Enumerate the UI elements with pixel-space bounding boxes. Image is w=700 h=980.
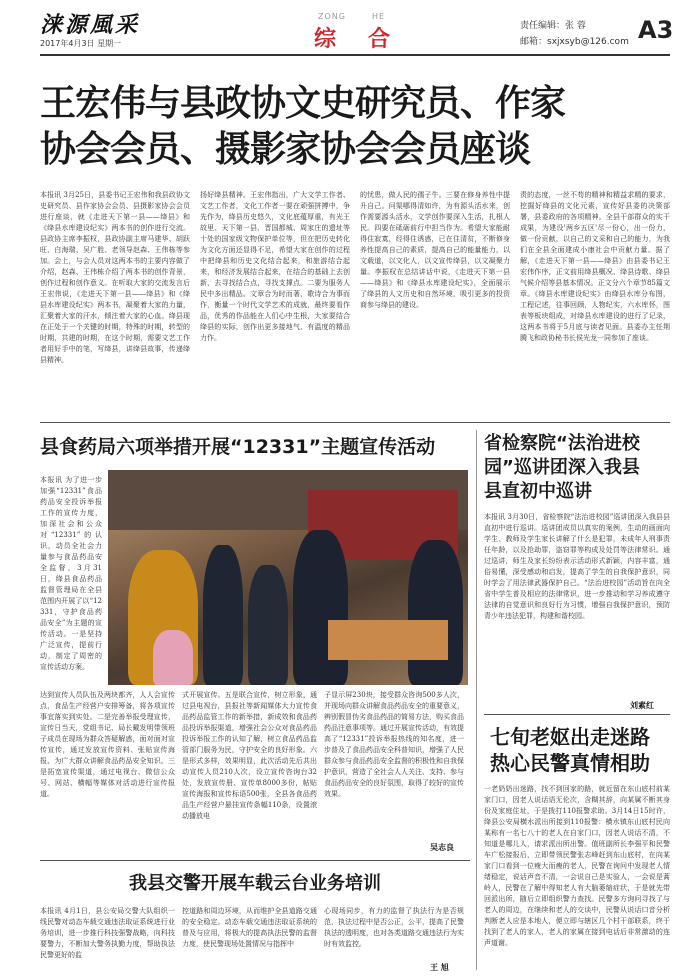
right-divider-2 (484, 714, 670, 715)
section-pinyin-he: HE (372, 12, 386, 21)
lead-headline-line1: 王宏伟与县政协文史研究员、作家 (40, 83, 566, 124)
elderly-body: 一老奶奶出迷路，找不到回家的路，就近留在东山底村前某家门口，因老人说话语无伦次，含糊其辞，向某属不断其身份及家庭住址，于是拨打110报警求助。3月14日15时许，绛县公安局横水派出所接到110报警：横水镇东山底村民向某称有一名七八十的老人在自家门口，因老人说话不清，不知道是哪儿人，请求派出所出警。值班副所长李强平和民警车广松接报后，立即带领民警张志峰赶到东山底村，在向某家门口看到一位瘦大而瘦的老人，民警在询问中发现老人情绪稳定，说话声音不清，一会说自己是实验人，一会说是蒿岭人，民警在了解中得知老人有大脑萎缩症状，于是就先带回派出所，随后立即组织警力查找。民警多方询问寻找了与老人的周边，在继续和老人的交谈中，民警从说话口音分析判断老人应是本地人，便立即与辖区几个村干部联系，终于找到了老人的家人，老人的家属在接到电话后非常激动的连声道谢。 (484, 785, 670, 947)
page-number: A3 (638, 16, 674, 44)
email-label: 邮箱：sxjxsyb@126.com (520, 37, 629, 47)
procuratorate-headline-line3: 县直初中巡讲 (484, 481, 592, 502)
lead-col-4: 责的态度，一丝不苟的精神和精益求精的要求，挖掘好绛县的文化元素，宣传好县委的决策部署，县委政府的各项精神。全县干部群众的实干成果，为建设'两乡五区'尽一份心，出一份力，做一份贡献，以自己的文采和自己的能力，为我们在全县全面建成小康社会中贡献力量。据了解，《走进天下第一县——绛县》由县委书记王宏伟作序，正文前用绛县概况、绛县诗歌、绛县气候介绍等县基本情况。正文分六个章节85篇文章。《绛县水库建设纪实》由绛县水库分布图，工程记述，往事回顾，人物纪实，六水库怀，图表等板块组成，对绛县水库建设的进行了记录，这两本书将于5月底与读者见面。县委办主任荆腾飞和政协秘书长侯光龙一同参加了座谈。 (520, 191, 670, 342)
traffic-headline: 我县交警开展车载云台业务培训 (129, 873, 381, 894)
traffic-col-3: 心现场同步，有力的监督了执法行为是否规范，执法过程中是否公正，公平，提高了民警执法的透明度，也对各类道路交通违法行为实时有效监控。 (324, 907, 464, 948)
procuratorate-author: 刘素红 (630, 700, 654, 710)
masthead-logo: 涞源風采 (40, 13, 141, 38)
procuratorate-headline-line1: 省检察院“法治进校 (484, 433, 640, 454)
food-bottom-col-1: 达到宣传人员队伍及两块都齐，人人会宣传点，食品生产经营户安排筹备，将各项宣传事宜落实到实处。二是完善举报受理宣传，宣传日当天，党组书记、局长戴发明带领班子成员在现场为群众答疑解惑，面对面对宣传宣传，通过发放宣传资料、张贴宣传海报、为广大群众讲解食品药品安全知识。三是拓宽宣传渠道，通过电视台、微信公众号、网站、横幅等媒体对活动进行宣传报道。 (40, 691, 175, 798)
traffic-author: 王 旭 (430, 962, 449, 972)
food-bottom-col-2: 式开展宣传。五是联合宣传，树立形象，通过县电视台，县报社等新闻媒体大力宣传食品药品监管工作的新举措，新成效和食品药品投诉举报渠道，增强社会公众对食品药品投诉举报工作的认知了解，树立食品药品监管部门服务为民，守护安全的良好形象。六是形式多样，效果明显，此次活动先后共出动宣传人员210人次，设立宣传咨询台32处，发放宣传册、宣传单8000多份，帖贴宣传海报和宣传标语500张，全县各食品药品生产经营户悬挂宣传条幅110条，设置滚动播放电 (182, 691, 317, 820)
lead-col-1: 本报讯 3月25日，县委书记王宏伟和我县政协文史研究员、县作家协会会员、县摄影家协会会员进行座谈，就《走进天下第一县——绛县》和《绛县水库建设纪实》两本书的创作进行交流。县政协主席李振权，县政协副主席马建华、胡跃旺、白海瑞、吴广胜、老领导赵森、王伟栋等参加。会上，与会人员对这两本书的主要内容做了介绍，赵森、王伟栋介绍了两本书的创作背景，创作过程和创作意义。在听取大家的交流发言后王宏伟说，《走进天下第一县——绛县》和《绛县水库建设纪实》两本书，凝聚着大家的力量，汇聚着大家的汗水，倾注着大家的心血。绛县现在正处于一个关键的时期，特殊的时期，转型的时期，共建的时期，在这个时期，需要文艺工作者用好手中的笔，写绛县，讲绛县故事，传递绛县精神。 (40, 191, 190, 364)
section-char-zong: 综 (314, 27, 337, 52)
procuratorate-headline-line2: 园”巡讲团深入我县 (484, 457, 640, 478)
elderly-headline-line2: 热心民警真情相助 (490, 751, 650, 775)
procuratorate-body: 本报讯 3月30日，省检察院“法治进校园”巡讲团深入我县县直初中进行巡讲。巡讲团成员以真实的案例，生动的画面向学生、教师及学生家长讲解了什么是犯罪，未成年人刑事责任年龄，以及抢劫罪，盗窃罪等构成及处罚等法律常识。通过巡讲，师生及家长纷纷表示活动形式新颖、内容丰富，通俗易懂，深受感动和启发，提高了学生的自我保护意识，同时学会了用法律武器保护自己。“法治进校园”活动旨在向全省中学生普及相应的法律常识，进一步推动和学习养成遵守法律的自觉意识和良好行为习惯，增强自我保护意识，预防青少年违法犯罪，构建和谐校园。 (484, 513, 670, 620)
food-headline: 县食药局六项举措开展“12331”主题宣传活动 (40, 436, 436, 458)
masthead-date: 2017年4月3日 星期一 (40, 39, 122, 48)
food-promotion-photo (108, 470, 468, 685)
masthead-rule (40, 54, 670, 56)
traffic-col-2: 控道路和周边环境，从而维护全县道路交通的安全稳定。动态车载交通违法取证系统的普及与应用，将极大的提高执法民警的监督力度，使民警现场处置情况与指挥中 (182, 907, 317, 948)
section-pinyin-zong: ZONG (318, 12, 346, 21)
lead-col-2: 扬好绛县精神。王宏伟指出，广大文学工作者、文艺工作者，文化工作者一要在顽强拼搏中，争先作为，绛县历史悠久，文化底蕴厚重，有光王故里、天下第一县、晋国都城、周家庄的遗址等十处的国家级文物保护单位等，但在把历史转化为文化方面还显得不足，希望大家在创作的过程中把绛县和历史文化结合起来，和旅游结合起来，和经济发展结合起来，在结合的基础上去创新，去寻找结合点，寻找支撑点。二要为服务人民中多出精品。文章合为时而著，歌诗合为事而作，衡量一个时代文学艺术的成就，最终要看作品，优秀的作品能在人们心中生根，大家要结合绛县的实际，创作出更多接地气、有温度的精品力作。 (200, 191, 350, 342)
food-bottom-col-3: 子显示屏230块，接受群众咨询500多人次，并现场向群众讲解食品药品安全的重要意义，辨别假冒伪劣食品药品的简易方法，购买食品药品注意事项等。通过开展宣传活动，有效提高了“12331”投诉举报热线的知名度，进一步普及了食品药品安全科普知识，增强了人民群众参与食品药品安全监督的积极性和自我保护意识，营造了全社会人人关注、支持、参与食品药品安全的良好氛围，取得了较好的宣传效果。 (324, 691, 464, 798)
editor-label: 责任编辑：张 蓉 (520, 21, 586, 31)
section-char-he: 合 (368, 27, 391, 52)
masthead (0, 0, 700, 58)
elderly-headline-line1: 七旬老妪出走迷路 (490, 725, 650, 749)
right-column-divider (476, 430, 477, 970)
section-divider-2 (40, 860, 470, 861)
food-side-text: 本报讯 为了进一步加强“12331”食品药品安全投诉举报工作的宣传力度，加深社会和公众对“12331”的认识，动员全社会力量参与食品药品安全监督，3月31日，绛县食品药品监督管理局在全县范围内开展了以“12331，守护食品药品安全”为主题的宣传活动。一是坚持广泛宣传，提前行动，制定了周密的宣传活动方案。 (40, 476, 102, 671)
lead-headline-line2: 协会会员、摄影家协会会员座谈 (40, 129, 531, 170)
traffic-col-1: 本报讯 4月1日，县公安局交警大队组织一线民警对动态车载交通违法取证系统进行业务培训，进一步推行科技强警战略，向科技要警力，不断加大警务执勤力度，帮助执法民警更好的监 (40, 907, 175, 959)
food-author: 吴志良 (430, 842, 454, 852)
section-divider-1 (40, 422, 670, 423)
lead-col-3: 的忧患，做人民的孺子牛。三要在修身养性中提升自己。问渠哪得清如许，为有源头活水来，创作需要源头活水，文学创作要深入生活，扎根人民。四要在砥砺前行中担当作为。希望大家能耐得住寂寞，经得住诱惑，已在住清贫，不断修身养性提高自己的素质，提高自己的能量能力，以文载道，以文化人，以文宣传绛县，以文凝聚力量。李振权在总结讲话中说，《走进天下第一县——绛县》和《绛县水库建设纪实》，全面展示了绛县的人文历史和自然环境，吸引更多的投资商参与绛县的建设。 (360, 191, 510, 309)
